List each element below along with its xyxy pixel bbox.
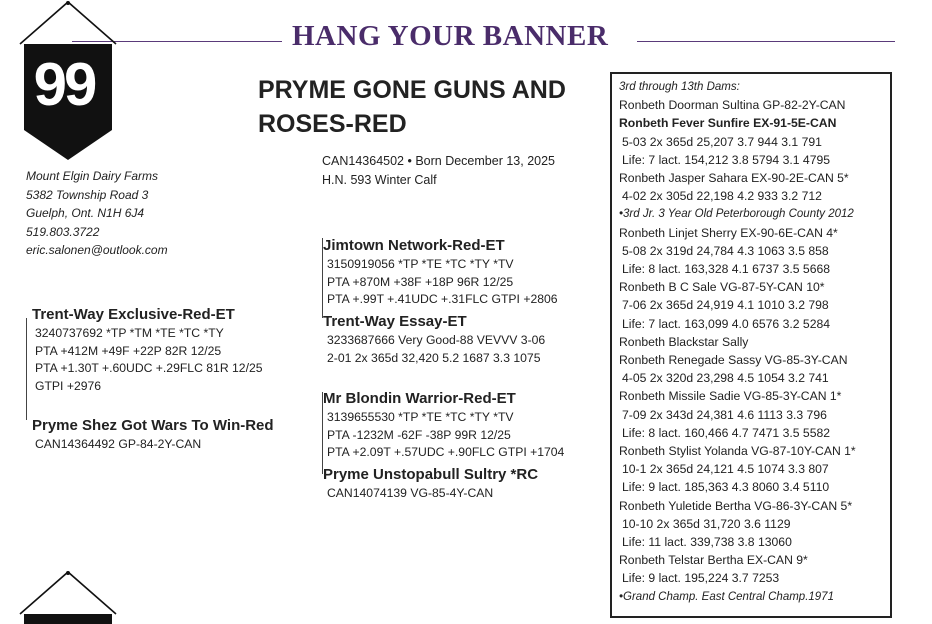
next-lot-banner-icon <box>18 568 118 624</box>
dam-record-line: 4-02 2x 305d 22,198 4.2 933 3.2 712 <box>622 189 822 204</box>
header-rule-right <box>637 41 895 42</box>
sire-sire-line3: PTA +.99T +.41UDC +.31FLC GTPI +2806 <box>327 292 558 306</box>
herd-number-line: H.N. 593 Winter Calf <box>322 172 437 187</box>
dam-record-line: 7-06 2x 365d 24,919 4.1 1010 3.2 798 <box>622 298 829 313</box>
sire-line2: PTA +412M +49F +22P 82R 12/25 <box>35 343 222 358</box>
dam-name-line: Ronbeth Jasper Sahara EX-90-2E-CAN 5* <box>619 171 849 186</box>
dam-award-line: •3rd Jr. 3 Year Old Peterborough County 2012 <box>619 208 854 221</box>
dam-sire-line2: PTA -1232M -62F -38P 99R 12/25 <box>327 427 511 442</box>
sire-sire-block <box>323 237 558 309</box>
sire-name: Trent-Way Exclusive-Red-ET <box>32 306 235 323</box>
breeder-email[interactable]: eric.salonen@outlook.com <box>26 243 168 257</box>
sire-sire-line2: PTA +870M +38F +18P 96R 12/25 <box>327 274 514 289</box>
sire-line1: 3240737692 *TP *TM *TE *TC *TY <box>35 326 224 340</box>
dam-dam-name: Pryme Unstopabull Sultry *RC <box>323 466 539 483</box>
sire-line3: PTA +1.30T +.60UDC +.29FLC 81R 12/25 <box>35 361 263 375</box>
dam-record-line: 4-05 2x 320d 23,298 4.5 1054 3.2 741 <box>622 371 829 386</box>
dam-record-line: Life: 11 lact. 339,738 3.8 13060 <box>622 535 792 550</box>
parents-bracket <box>26 318 27 420</box>
sire-dam-line1: 3233687666 Very Good-88 VEVVV 3-06 <box>327 333 546 347</box>
dam-name-line: Ronbeth Yuletide Bertha VG-86-3Y-CAN 5* <box>619 498 853 513</box>
dam-record-line: Life: 8 lact. 160,466 4.7 7471 3.5 5582 <box>622 425 831 440</box>
dam-record-line: Life: 9 lact. 195,224 3.7 7253 <box>622 571 780 586</box>
sire-dam-name: Trent-Way Essay-ET <box>323 313 467 330</box>
dam-record-line: 5-03 2x 365d 25,207 3.7 944 3.1 791 <box>622 134 822 149</box>
dam-block <box>32 417 274 454</box>
sire-sire-line1: 3150919056 *TP *TE *TC *TY *TV <box>327 257 514 271</box>
dam-sire-line3: PTA +2.09T +.57UDC +.90FLC GTPI +1704 <box>327 445 565 459</box>
animal-name-line2: ROSES-RED <box>258 110 407 138</box>
breeder-name: Mount Elgin Dairy Farms <box>26 169 159 183</box>
dam-award-line: •Grand Champ. East Central Champ.1971 <box>619 590 834 603</box>
dam-line1: CAN14364492 GP-84-2Y-CAN <box>35 437 202 451</box>
dam-record-line: Life: 8 lact. 163,328 4.1 6737 3.5 5668 <box>622 262 831 277</box>
dam-name-line: Ronbeth Fever Sunfire EX-91-5E-CAN <box>619 116 837 131</box>
dam-name-line: Ronbeth Stylist Yolanda VG-87-10Y-CAN 1* <box>619 444 856 459</box>
breeder-info <box>26 167 168 260</box>
dam-name-line: Ronbeth Telstar Bertha EX-CAN 9* <box>619 553 808 568</box>
animal-registration <box>322 152 555 189</box>
sire-sire-name: Jimtown Network-Red-ET <box>323 237 505 254</box>
dam-record-line: Life: 9 lact. 185,363 4.3 8060 3.4 5110 <box>622 480 830 495</box>
dam-dam-line1: CAN14074139 VG-85-4Y-CAN <box>327 486 494 500</box>
dam-name: Pryme Shez Got Wars To Win-Red <box>32 417 274 434</box>
dam-name-line: Ronbeth Doorman Sultina GP-82-2Y-CAN <box>619 98 846 113</box>
dam-sire-block <box>323 390 564 462</box>
dam-name-line: Ronbeth Linjet Sherry EX-90-6E-CAN 4* <box>619 225 838 240</box>
breeder-address1: 5382 Township Road 3 <box>26 187 149 202</box>
dam-sire-name: Mr Blondin Warrior-Red-ET <box>323 390 516 407</box>
registration-line: CAN14364502 • Born December 13, 2025 <box>322 154 555 168</box>
dams-heading: 3rd through 13th Dams: <box>619 81 740 93</box>
dam-record-line: 10-1 2x 365d 24,121 4.5 1074 3.3 807 <box>622 462 829 477</box>
sire-dam-block <box>323 313 545 367</box>
dam-record-line: Life: 7 lact. 163,099 4.0 6576 3.2 5284 <box>622 316 831 331</box>
dam-name-line: Ronbeth B C Sale VG-87-5Y-CAN 10* <box>619 280 825 295</box>
sire-line4: GTPI +2976 <box>35 378 102 393</box>
dam-record-line: Life: 7 lact. 154,212 3.8 5794 3.1 4795 <box>622 152 831 167</box>
dam-record-line: 10-10 2x 365d 31,720 3.6 1129 <box>622 516 791 531</box>
dam-record-line: 5-08 2x 319d 24,784 4.3 1063 3.5 858 <box>622 243 829 258</box>
animal-name <box>258 73 603 141</box>
sire-block <box>32 306 263 395</box>
dam-name-line: Ronbeth Blackstar Sally <box>619 334 749 349</box>
breeder-phone: 519.803.3722 <box>26 224 100 239</box>
breeder-address2: Guelph, Ont. N1H 6J4 <box>26 206 145 220</box>
dam-name-line: Ronbeth Renegade Sassy VG-85-3Y-CAN <box>619 353 848 368</box>
lot-number: 99 <box>33 51 95 118</box>
extended-dams-list <box>619 78 856 606</box>
dam-record-line: 7-09 2x 343d 24,381 4.6 1113 3.3 796 <box>622 407 827 422</box>
page-title: HANG YOUR BANNER <box>292 20 609 52</box>
sire-dam-line2: 2-01 2x 365d 32,420 5.2 1687 3.3 1075 <box>327 350 541 365</box>
dam-name-line: Ronbeth Missile Sadie VG-85-3Y-CAN 1* <box>619 389 842 404</box>
dam-dam-block <box>323 466 538 503</box>
animal-name-line1: PRYME GONE GUNS AND <box>258 76 566 104</box>
dam-sire-line1: 3139655530 *TP *TE *TC *TY *TV <box>327 410 514 424</box>
